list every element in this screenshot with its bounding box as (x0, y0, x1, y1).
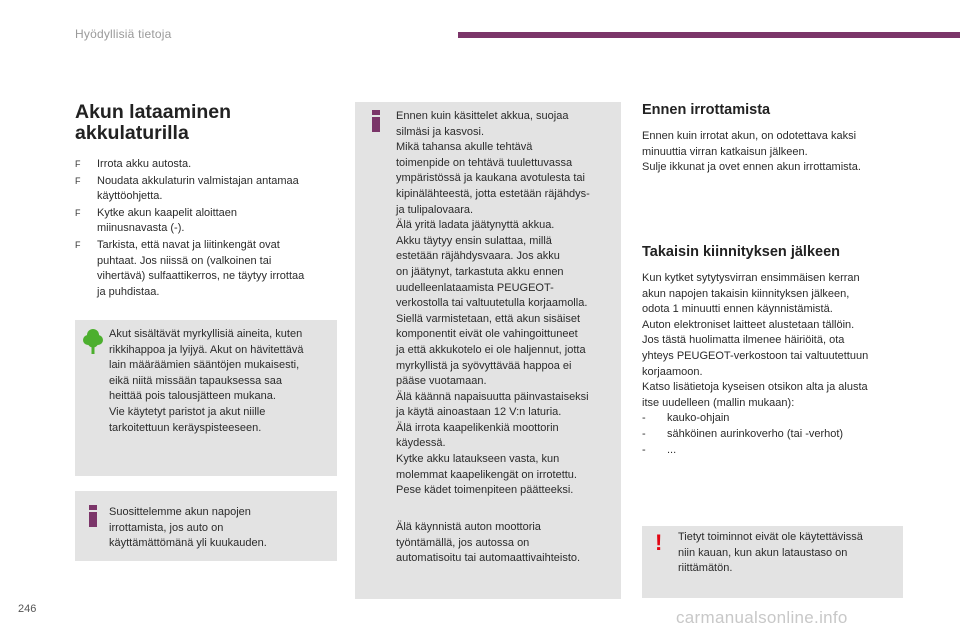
text-line: ja tulipalovaara. (396, 203, 474, 216)
list-item-text: Irrota akku autosta. (97, 158, 192, 170)
safety-info-box (355, 102, 621, 599)
text-line: Älä irrota kaapelikenkiä moottorin (396, 421, 559, 434)
text-line: akun napojen takaisin kiinnityksen jälkeen, (642, 287, 850, 300)
list-item-text: miinusnavasta (-). (97, 222, 185, 235)
bullet-marker: F (75, 159, 81, 169)
section-body (642, 129, 904, 176)
list-item: - sähköinen aurinkoverho (tai -verhot) (642, 427, 904, 443)
text-line: Auton elektroniset laitteet alustetaan tällöin. (642, 318, 855, 331)
text-line: Kytke akku lataukseen vasta, kun (396, 453, 560, 466)
page-title-line1: Akun lataaminen (75, 101, 232, 123)
text-line: on jäätynyt, tarkastuta akku ennen (396, 265, 564, 278)
list-item-text: käyttöohjetta. (97, 190, 163, 203)
list-item (75, 238, 337, 300)
text-line: Pese kädet toimenpiteen päätteeksi. (396, 484, 574, 497)
header-accent-bar (458, 32, 960, 38)
tip-notice-text (109, 505, 331, 552)
section-heading: Takaisin kiinnityksen jälkeen (642, 244, 840, 260)
reinit-list (642, 411, 904, 458)
page-title (75, 102, 337, 144)
text-line: ympäristössä ja kaukana avotulesta tai (396, 172, 585, 185)
before-disconnect-section (642, 102, 904, 176)
text-line: itse uudelleen (mallin mukaan): (642, 396, 795, 409)
info-icon (371, 110, 381, 132)
list-item-text: Tarkista, että navat ja liitinkengät ovat (97, 238, 280, 251)
text-line: lain määräämien sääntöjen mukaisesti, (109, 359, 300, 372)
text-line: Tietyt toiminnot eivät ole käytettävissä (678, 531, 863, 543)
watermark: carmanualsonline.info (676, 608, 848, 627)
bullet-marker: F (75, 175, 81, 186)
text-line: Siellä varmistetaan, että akun sisäiset (396, 312, 581, 325)
text-line: pääse vuotamaan. (396, 375, 487, 388)
text-line: rikkihappoa ja lyijyä. Akut on hävitettävä (109, 343, 304, 356)
text-line: Katso lisätietoja kyseisen otsikon alta ja alusta (642, 381, 868, 394)
list-item: - ... (642, 443, 904, 459)
list-item-text: ja puhdistaa. (97, 285, 160, 298)
text-line: Älä käynnistä auton moottoria (396, 521, 541, 533)
list-item: - kauko-ohjain (642, 411, 904, 427)
alert-notice-box (642, 526, 903, 598)
left-column (75, 102, 337, 301)
text-line: minuuttia virran katkaisun jälkeen. (642, 145, 808, 158)
text-line: verkostolla tai valtuutetulla korjaamolla. (396, 297, 588, 310)
text-line: Älä yritä ladata jäätynyttä akkua. (396, 219, 555, 232)
after-reconnect-section (642, 244, 904, 458)
list-item-text: Noudata akkulaturin valmistajan antamaa (97, 174, 299, 187)
section-heading: Ennen irrottamista (642, 102, 771, 118)
text-line: Akku täytyy ensin sulattaa, millä (396, 234, 552, 247)
tree-icon (83, 328, 103, 356)
bullet-marker: F (75, 207, 81, 218)
tip-notice-box (75, 491, 337, 561)
text-line: käydessä. (396, 437, 446, 450)
page-number: 246 (18, 603, 37, 615)
text-line: ja että akkukotelo ei ole haljennut, jotta (396, 343, 586, 356)
list-item-text: vihertävä) sulfaattikerros, ne täytyy irrottaa (97, 270, 305, 283)
list-item-text: Kytke akun kaapelit aloittaen (97, 206, 238, 219)
text-line: estetään räjähdysvaara. Jos akku (396, 250, 560, 263)
text-line: Suosittelemme akun napojen (109, 506, 251, 518)
text-line: yhteys PEUGEOT-verkostoon tai valtuutettuun (642, 349, 869, 362)
text-line: Kun kytket sytytysvirran ensimmäisen kerran (642, 272, 860, 284)
environment-notice-box (75, 320, 337, 476)
text-line: Ennen kuin käsittelet akkua, suojaa (396, 110, 569, 122)
text-line: heittää pois talousjätteen mukana. (109, 390, 276, 403)
text-line: Sulje ikkunat ja ovet ennen akun irrottamista. (642, 161, 861, 174)
list-item (75, 174, 337, 205)
environment-notice-text (109, 327, 331, 436)
text-line: ja käytä ainoastaan 12 V:n laturia. (396, 406, 562, 419)
text-line: Älä käännä napaisuutta päinvastaiseksi (396, 390, 589, 403)
section-header-title: Hyödyllisiä tietoja (75, 27, 172, 41)
text-line: automatisoitu tai automaattivaihteisto. (396, 552, 581, 565)
text-line: riittämätön. (678, 562, 733, 575)
text-line: korjaamoon. (642, 365, 703, 378)
text-line: komponentit eivät ole vahingoittuneet (396, 328, 578, 341)
list-item-text: puhtaat. Jos niissä on (valkoinen tai (97, 254, 272, 267)
text-line: työntämällä, jos autossa on (396, 536, 530, 549)
text-line: eikä niitä missään tapauksessa saa (109, 374, 283, 387)
text-line: silmäsi ja kasvosi. (396, 125, 485, 138)
text-line: Mikä tahansa akulle tehtävä (396, 141, 533, 154)
safety-info-text (396, 109, 617, 499)
text-line: toimenpide on tehtävä tuulettuvassa (396, 156, 573, 169)
text-line: irrottamista, jos auto on (109, 521, 224, 534)
page-title-line2: akkulaturilla (75, 122, 189, 144)
bullet-marker: F (75, 239, 81, 250)
text-line: Ennen kuin irrotat akun, on odotettava kaksi (642, 130, 857, 142)
text-line: käyttämättömänä yli kuukauden. (109, 537, 267, 550)
text-line: tarkoitettuun keräyspisteeseen. (109, 421, 262, 434)
text-line: Vie käytetyt paristot ja akut niille (109, 405, 266, 418)
info-icon (88, 505, 98, 527)
text-line: Jos tästä huolimatta ilmenee häiriöitä, ota (642, 334, 845, 347)
text-line: odota 1 minuutti ennen käynnistämistä. (642, 303, 833, 316)
text-line: Akut sisältävät myrkyllisiä aineita, kuten (109, 328, 303, 340)
push-start-warning-text (396, 520, 617, 567)
list-item (75, 157, 337, 173)
alert-notice-text (678, 530, 896, 577)
exclamation-icon: ! (655, 530, 663, 555)
text-line: kipinälähteestä, jotta estetään räjähdys- (396, 187, 590, 200)
steps-list (75, 157, 337, 300)
text-line: myrkyllistä ja syövyttävää happoa ei (396, 359, 572, 372)
text-line: uudelleenlataamista PEUGEOT- (396, 281, 554, 294)
text-line: niin kauan, kun akun lataustaso on (678, 546, 848, 559)
list-item (75, 206, 337, 237)
section-body (642, 271, 904, 411)
text-line: molemmat kaapelikengät on irrotettu. (396, 468, 577, 481)
